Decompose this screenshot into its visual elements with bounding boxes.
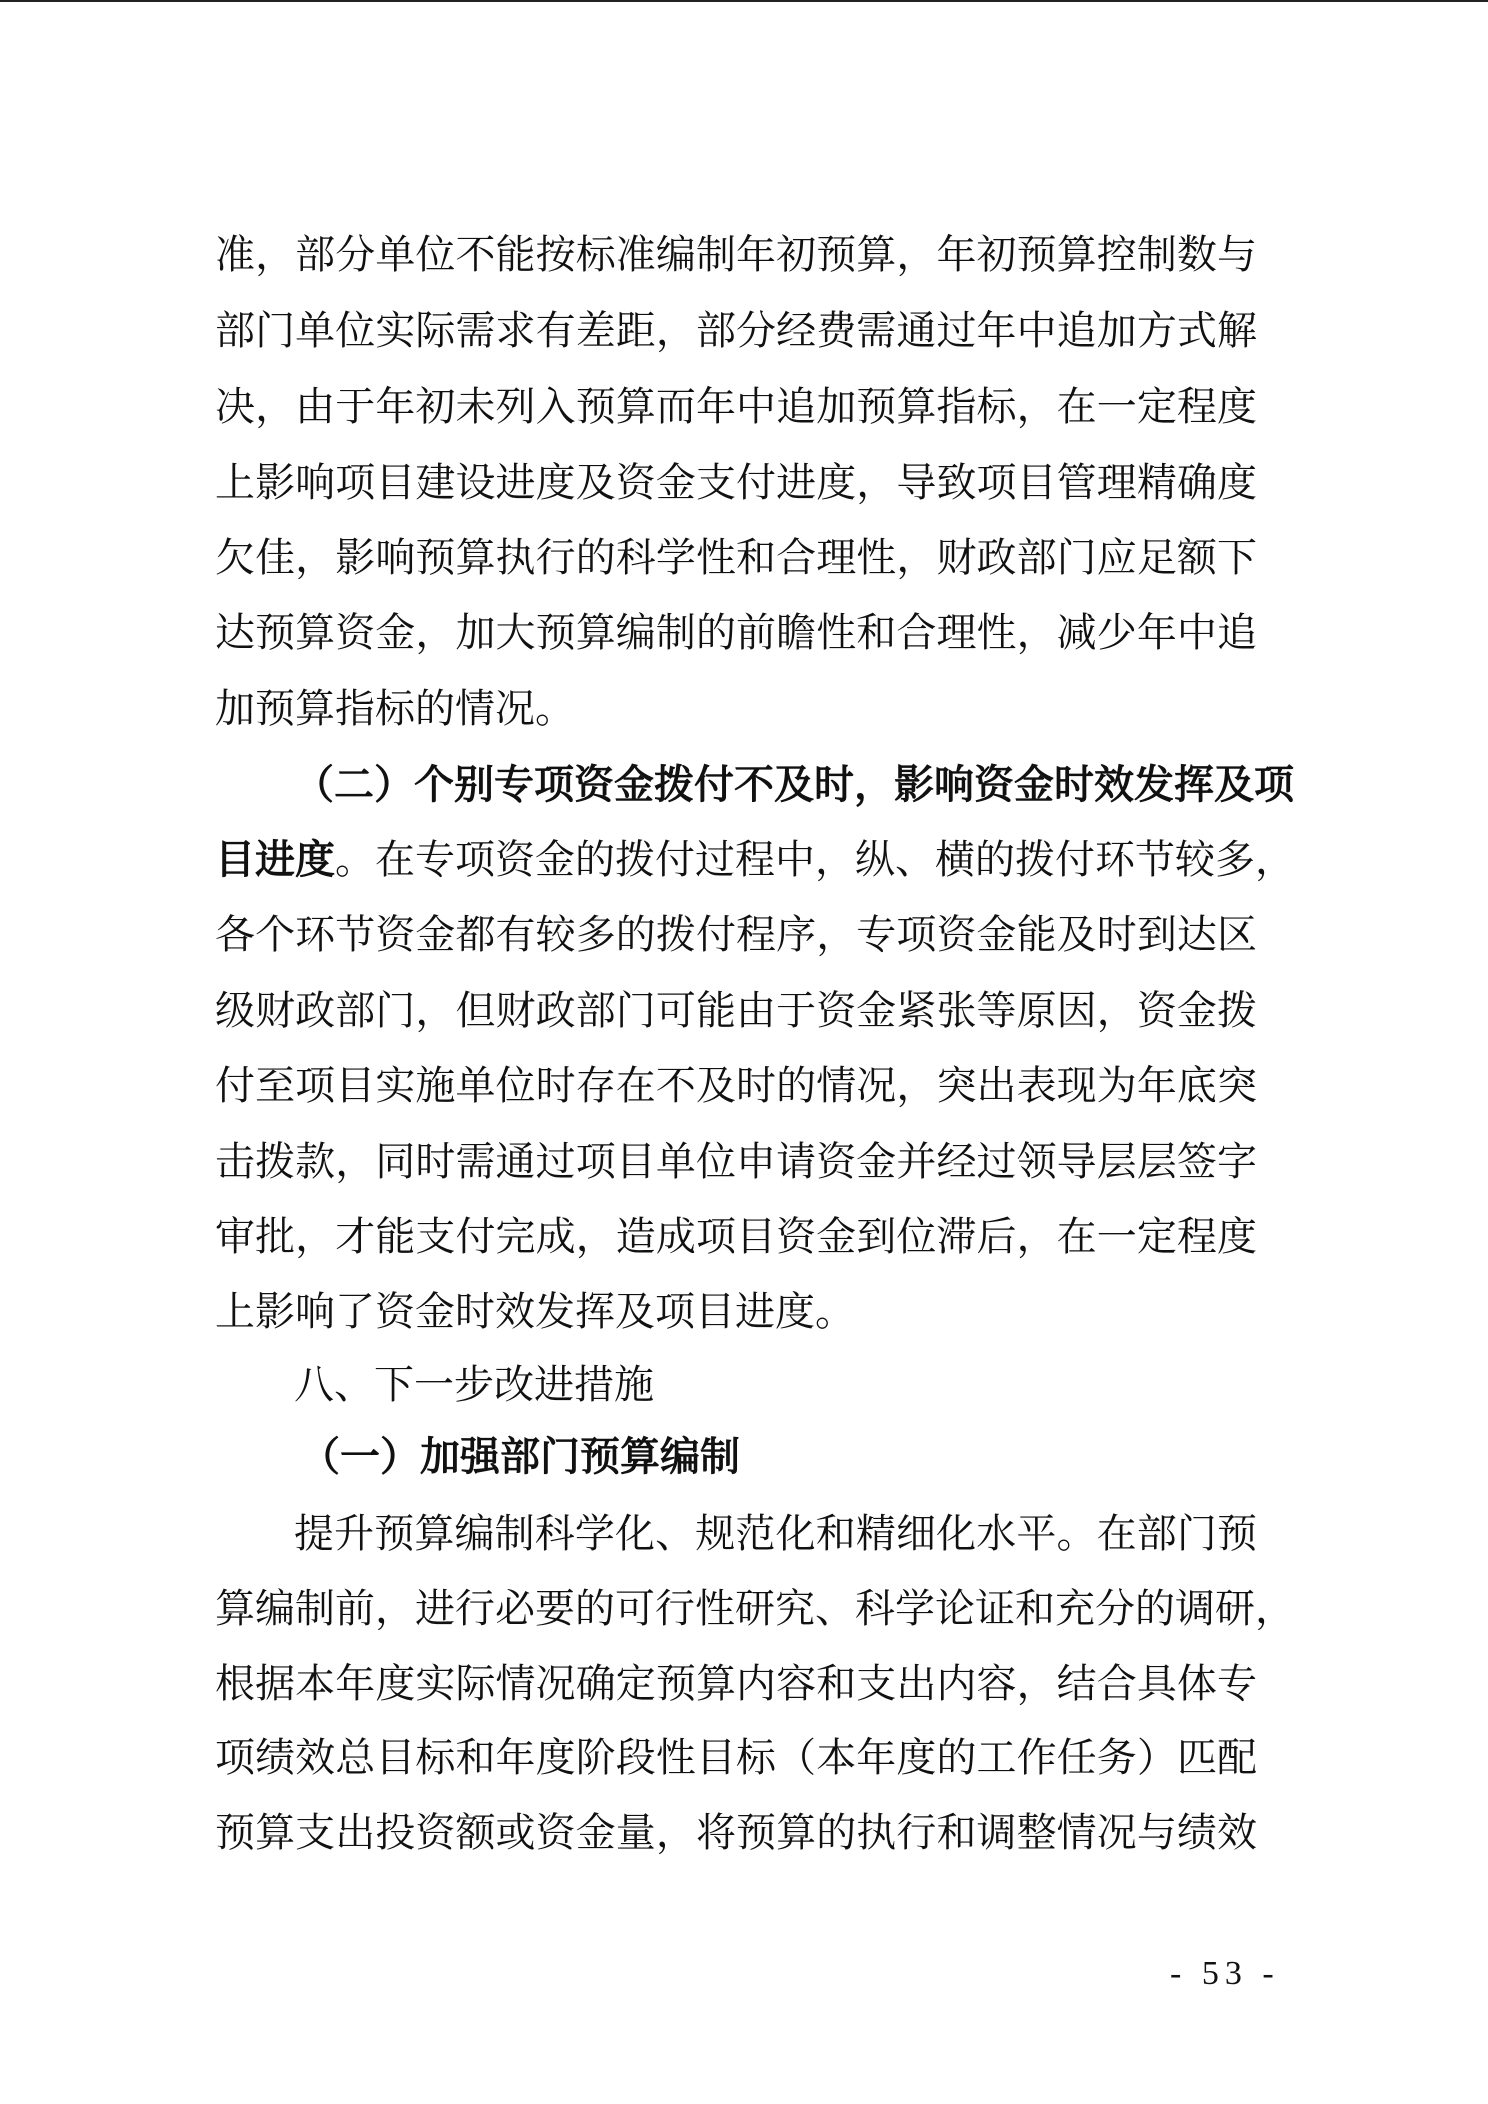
body-text: 加预算指标的情况。	[215, 686, 575, 732]
text-line	[215, 1658, 1257, 1710]
body-text: 上影响项目建设进度及资金支付进度，导致项目管理精确度	[215, 460, 1257, 506]
text-line	[215, 1583, 1295, 1635]
body-text: 上影响了资金时效发挥及项目进度。	[215, 1289, 855, 1335]
text-line	[215, 381, 1257, 433]
bold-heading-text: （一）加强部门预算编制	[300, 1433, 740, 1480]
text-line	[215, 834, 1295, 886]
body-text: 审批，才能支付完成，造成项目资金到位滞后，在一定程度	[215, 1214, 1257, 1260]
body-text: 。在专项资金的拨付过程中，纵、横的拨付环节较多，	[335, 837, 1295, 883]
body-text: 达预算资金，加大预算编制的前瞻性和合理性，减少年中追	[215, 610, 1257, 656]
body-text: 准，部分单位不能按标准编制年初预算，年初预算控制数与	[215, 232, 1257, 278]
body-text: 级财政部门，但财政部门可能由于资金紧张等原因，资金拨	[215, 988, 1257, 1034]
body-text: 八、下一步改进措施	[294, 1362, 654, 1408]
text-line	[215, 305, 1257, 357]
body-text: 项绩效总目标和年度阶段性目标（本年度的工作任务）匹配	[215, 1735, 1257, 1781]
text-line	[215, 1286, 1257, 1338]
text-line	[215, 683, 1257, 735]
text-line	[215, 1136, 1257, 1188]
page-number: - 53 -	[1170, 1955, 1280, 1992]
text-line	[215, 1060, 1257, 1112]
body-text: 欠佳，影响预算执行的科学性和合理性，财政部门应足额下	[215, 535, 1257, 581]
body-text: 根据本年度实际情况确定预算内容和支出内容，结合具体专	[215, 1661, 1257, 1707]
text-line	[215, 1732, 1257, 1784]
text-line	[300, 1431, 1263, 1483]
body-text: 决，由于年初未列入预算而年中追加预算指标，在一定程度	[215, 384, 1257, 430]
text-line	[215, 1807, 1257, 1859]
body-text: 预算支出投资额或资金量，将预算的执行和调整情况与绩效	[215, 1810, 1257, 1856]
bold-heading-text: 目进度	[215, 836, 335, 883]
text-line	[215, 909, 1257, 961]
text-line	[294, 1508, 1257, 1560]
page-top-border	[0, 0, 1488, 2]
text-line	[215, 532, 1257, 584]
text-line	[215, 985, 1257, 1037]
body-text: 部门单位实际需求有差距，部分经费需通过年中追加方式解	[215, 308, 1257, 354]
body-text: 提升预算编制科学化、规范化和精细化水平。在部门预	[294, 1511, 1257, 1557]
text-line	[215, 457, 1257, 509]
body-text: 击拨款，同时需通过项目单位申请资金并经过领导层层签字	[215, 1139, 1257, 1185]
body-text: 付至项目实施单位时存在不及时的情况，突出表现为年底突	[215, 1063, 1257, 1109]
text-line	[215, 607, 1257, 659]
body-text: 各个环节资金都有较多的拨付程序，专项资金能及时到达区	[215, 912, 1257, 958]
text-line	[215, 1211, 1257, 1263]
text-line	[294, 1359, 1257, 1411]
text-line	[215, 229, 1257, 281]
bold-heading-text: （二）个别专项资金拨付不及时，影响资金时效发挥及项	[294, 761, 1294, 808]
body-text: 算编制前，进行必要的可行性研究、科学论证和充分的调研，	[215, 1586, 1295, 1632]
text-line	[294, 759, 1294, 811]
